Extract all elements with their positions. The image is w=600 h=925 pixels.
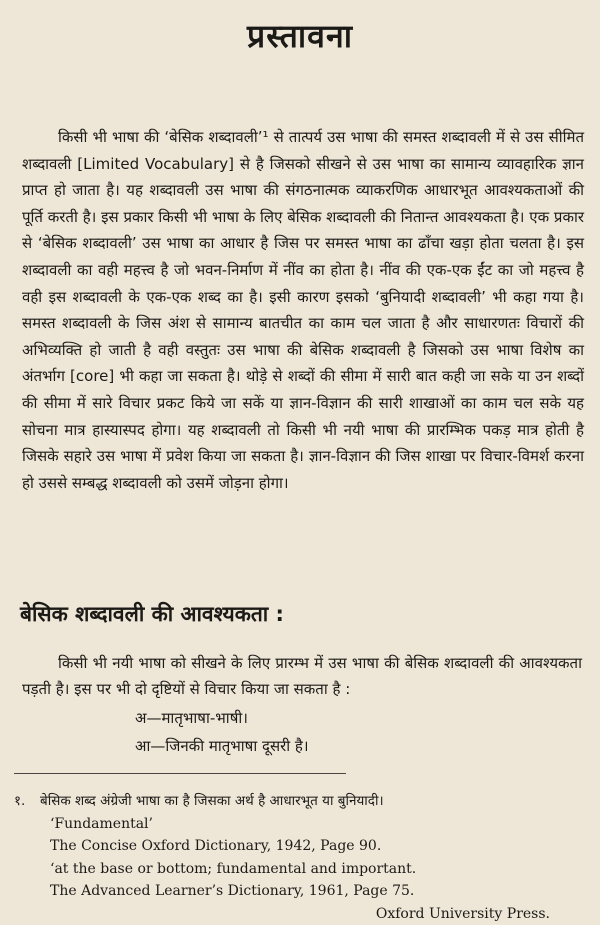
page-title: प्रस्तावना: [246, 17, 354, 55]
footnote-first-line: [14, 790, 574, 813]
intro-paragraph: किसी भी भाषा की ‘बेसिक शब्दावली’¹ से तात्पर्य उस भाषा की समस्त शब्दावली में से उस सीमित शब्दावली [Limited Vocabulary] से है जिसको सीखने से उस भाषा का सामान्य व्यावहारिक ज्ञान प्राप्त हो जाता है। यह शब्दावली उस भाषा की संगठनात्मक व्याकरणिक आधारभूत आवश्यकताओं की पूर्ति करती है। इस प्रकार किसी भी भाषा के लिए बेसिक शब्दावली की नितान्त आवश्यकता है। एक प्रकार से ‘बेसिक शब्दावली’ उस भाषा का आधार है जिस पर समस्त भाषा का ढाँचा खड़ा होता चलता है। इस शब्दावली का वही महत्त्व है जो भवन-निर्माण में नींव का होता है। नींव की एक-एक ईंट का जो महत्त्व है वही इस शब्दावली के एक-एक शब्द का है। इसी कारण इसको ‘बुनियादी शब्दावली’ भी कहा गया है। समस्त शब्दावली के जिस अंश से सामान्य बातचीत का काम चल जाता है और साधारणतः विचारों की अभिव्यक्ति हो जाती है वही वस्तुतः उस भाषा की बेसिक शब्दावली है जिसको उस भाषा विशेष का अंतर्भाग [core] भी कहा जा सकता है। थोड़े से शब्दों की सीमा में सारी बात कही जा सके या उन शब्दों की सीमा में सारे विचार प्रकट किये जा सकें या ज्ञान-विज्ञान की सारी शाखाओं का काम चल सके यह सोचना मात्र हास्यास्पद होगा। यह शब्दावली तो किसी भी नयी भाषा की प्रारम्भिक पकड़ मात्र होती है जिसके सहारे उस भाषा में प्रवेश किया जा सकता है। ज्ञान-विज्ञान की जिस शाखा पर विचार-विमर्श करना हो उससे सम्बद्ध शब्दावली को उसमें जोड़ना होगा।: [22, 128, 584, 492]
footnote-number: १.: [14, 793, 26, 809]
footnote-text: बेसिक शब्द अंग्रेजी भाषा का है जिसका अर्थ है आधारभूत या बुनियादी।: [40, 793, 384, 809]
section-paragraph: किसी भी नयी भाषा को सीखने के लिए प्रारम्भ में उस भाषा की बेसिक शब्दावली की आवश्यकता पड़ती है। इस पर भी दो दृष्टियों से विचार किया जा सकता है :: [22, 654, 582, 698]
section-heading: बेसिक शब्दावली की आवश्यकता :: [20, 602, 284, 626]
footnote-line: ‘at the base or bottom; fundamental and important.: [50, 860, 417, 877]
list-item: आ—जिनकी मातृभाषा दूसरी है।: [135, 737, 309, 755]
footnote-publisher: Oxford University Press.: [375, 905, 550, 922]
footnote-line: The Concise Oxford Dictionary, 1942, Page 90.: [50, 838, 382, 854]
footnote-divider: [14, 773, 346, 774]
point-list: [135, 704, 309, 760]
list-item: अ—मातृभाषा-भाषी।: [135, 709, 248, 727]
footnote-line: The Advanced Learner’s Dictionary, 1961, Page 75.: [50, 883, 415, 899]
footnote-line: ‘Fundamental’: [50, 815, 153, 832]
footnote: [14, 790, 574, 925]
